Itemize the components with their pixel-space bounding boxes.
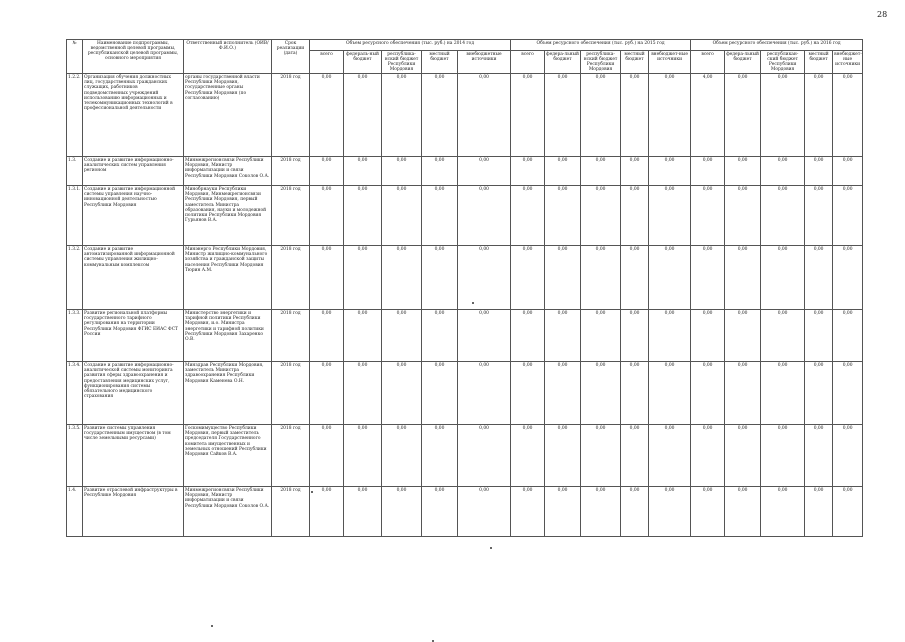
row-value: 0,00	[621, 186, 649, 246]
row-value: 0,00	[725, 157, 761, 186]
row-value: 0,00	[649, 487, 691, 537]
row-value: 0,00	[310, 310, 344, 362]
row-value: 0,00	[545, 362, 581, 425]
row-value: 0,00	[422, 425, 458, 487]
row-value: 0,00	[511, 246, 545, 310]
table-header	[67, 40, 863, 74]
scan-speck	[490, 547, 492, 549]
row-value: 0,00	[458, 310, 511, 362]
row-number: 1.3.	[67, 157, 83, 186]
row-term: 2018 год	[272, 425, 310, 487]
row-value: 0,00	[833, 157, 863, 186]
row-value: 0,00	[382, 487, 422, 537]
row-value: 0,00	[761, 186, 805, 246]
table-row	[67, 310, 863, 362]
scan-speck	[472, 302, 474, 304]
row-number: 1.2.2.	[67, 74, 83, 157]
row-value: 0,00	[344, 310, 382, 362]
row-value: 0,00	[649, 74, 691, 157]
row-value: 0,00	[344, 186, 382, 246]
row-value: 0,00	[649, 157, 691, 186]
row-value: 0,00	[725, 487, 761, 537]
row-value: 0,00	[621, 310, 649, 362]
row-value: 0,00	[805, 487, 833, 537]
row-value: 0,00	[833, 425, 863, 487]
row-value: 0,00	[382, 246, 422, 310]
row-name: Развитие отраслевой инфраструктуры в Республике Мордовия	[83, 487, 184, 537]
row-value: 0,00	[458, 425, 511, 487]
subheader-2015-0: всего	[511, 51, 545, 74]
row-term: 2018 год	[272, 74, 310, 157]
row-value: 0,00	[545, 246, 581, 310]
page-number: 28	[877, 10, 888, 19]
row-value: 0,00	[761, 246, 805, 310]
header-name: Наименование подпрограммы, ведомственной целевой программы, республиканской целевой программы, основного мероприятия	[83, 40, 184, 74]
subheader-2014-0: всего	[310, 51, 344, 74]
row-value: 0,00	[458, 487, 511, 537]
row-value: 0,00	[833, 487, 863, 537]
row-value: 0,00	[691, 157, 725, 186]
row-value: 0,00	[382, 186, 422, 246]
row-value: 0,00	[382, 310, 422, 362]
row-value: 0,00	[422, 362, 458, 425]
row-value: 0,00	[581, 186, 621, 246]
subheader-2016-2: республикан-ский бюджет Республики Мордовия	[761, 51, 805, 74]
row-value: 0,00	[725, 246, 761, 310]
row-value: 0,00	[511, 186, 545, 246]
row-value: 4,00	[691, 74, 725, 157]
row-value: 0,00	[382, 425, 422, 487]
row-value: 0,00	[649, 246, 691, 310]
row-value: 0,00	[344, 74, 382, 157]
row-executor: Минобрнауки Республики Мордовия, Минмежрегионсвязи Республики Мордовия, первый заместитель Министра образования, науки и молодежной политики Республики Мордовия Гурьянов В.А.	[184, 186, 272, 246]
subheader-2015-1: федера-льный бюджет	[545, 51, 581, 74]
header-executor: Ответственный исполнитель (ОИВ/Ф.И.О.)	[184, 40, 272, 74]
row-number: 1.3.3.	[67, 310, 83, 362]
row-value: 0,00	[833, 74, 863, 157]
row-value: 0,00	[310, 487, 344, 537]
row-value: 0,00	[458, 157, 511, 186]
row-value: 0,00	[310, 157, 344, 186]
row-value: 0,00	[344, 157, 382, 186]
row-value: 0,00	[649, 362, 691, 425]
row-value: 0,00	[545, 157, 581, 186]
subheader-2015-3: местный бюджет	[621, 51, 649, 74]
row-executor: Минэнерго Республики Мордовия, Министр жилищно-коммунального хозяйства и гражданской защиты населения Республики Мордовия Тюрин А.М.	[184, 246, 272, 310]
row-value: 0,00	[310, 246, 344, 310]
row-value: 0,00	[545, 310, 581, 362]
table-row	[67, 246, 863, 310]
row-value: 0,00	[621, 425, 649, 487]
row-value: 0,00	[310, 362, 344, 425]
row-value: 0,00	[621, 246, 649, 310]
row-value: 0,00	[725, 362, 761, 425]
subheader-2014-3: местный бюджет	[422, 51, 458, 74]
row-term: 2018 год	[272, 246, 310, 310]
row-value: 0,00	[691, 186, 725, 246]
row-value: 0,00	[511, 310, 545, 362]
row-value: 0,00	[545, 425, 581, 487]
row-executor: Минмежрегионсвязи Республики Мордовия, Министр информатизации и связи Республики Мордовия Соколов О.А.	[184, 157, 272, 186]
row-number: 1.3.5.	[67, 425, 83, 487]
table-row	[67, 186, 863, 246]
row-value: 0,00	[422, 487, 458, 537]
row-value: 0,00	[458, 186, 511, 246]
scan-speck	[211, 625, 213, 627]
subheader-2014-1: федераль-ный бюджет	[344, 51, 382, 74]
row-term: 2018 год	[272, 487, 310, 537]
row-value: 0,00	[422, 246, 458, 310]
row-value: 0,00	[805, 157, 833, 186]
row-value: 0,00	[833, 246, 863, 310]
row-name: Организация обучения должностных лиц, государственных гражданских служащих, работников подведомственных учреждений использованию информационных и телекоммуникационных технологий в профессиональной деятельности	[83, 74, 184, 157]
row-value: 0,00	[805, 186, 833, 246]
row-executor: Министерство энергетики и тарифной политики Республики Мордовия, и.о. Министра энергетики и тарифной политики Республики Мордовия Захаренко О.В.	[184, 310, 272, 362]
row-value: 0,00	[581, 362, 621, 425]
scan-speck	[311, 491, 313, 493]
row-value: 0,00	[310, 74, 344, 157]
row-value: 0,00	[422, 310, 458, 362]
row-value: 0,00	[310, 186, 344, 246]
row-value: 0,00	[621, 487, 649, 537]
subheader-2014-4: внебюджетные источники	[458, 51, 511, 74]
row-number: 1.4.	[67, 487, 83, 537]
row-value: 0,00	[382, 74, 422, 157]
row-value: 0,00	[511, 362, 545, 425]
row-value: 0,00	[581, 487, 621, 537]
row-value: 0,00	[511, 425, 545, 487]
header-no: №	[67, 40, 83, 74]
row-value: 0,00	[310, 425, 344, 487]
row-value: 0,00	[621, 74, 649, 157]
row-term: 2018 год	[272, 186, 310, 246]
header-group-2014: Объем ресурсного обеспечения (тыс. руб.) на 2014 год	[310, 40, 511, 51]
subheader-2015-4: внебюджет-ные источники	[649, 51, 691, 74]
header-term: Срок реализации (дата)	[272, 40, 310, 74]
row-value: 0,00	[725, 186, 761, 246]
row-value: 0,00	[691, 246, 725, 310]
row-value: 0,00	[761, 425, 805, 487]
row-value: 0,00	[458, 246, 511, 310]
row-value: 0,00	[649, 425, 691, 487]
row-value: 0,00	[805, 74, 833, 157]
row-value: 0,00	[621, 362, 649, 425]
subheader-2016-0: всего	[691, 51, 725, 74]
row-term: 2018 год	[272, 362, 310, 425]
header-group-2015: Объем ресурсного обеспечения (тыс. руб.) на 2015 год	[511, 40, 691, 51]
table-body	[67, 74, 863, 537]
row-value: 0,00	[581, 425, 621, 487]
row-value: 0,00	[761, 487, 805, 537]
row-value: 0,00	[511, 157, 545, 186]
header-group-2016: Объем ресурсного обеспечения (тыс. руб.) на 2016 год	[691, 40, 863, 51]
row-value: 0,00	[761, 157, 805, 186]
row-value: 0,00	[649, 186, 691, 246]
row-value: 0,00	[805, 362, 833, 425]
row-value: 0,00	[725, 74, 761, 157]
subheader-2016-1: федера-льный бюджет	[725, 51, 761, 74]
row-value: 0,00	[805, 246, 833, 310]
row-value: 0,00	[344, 425, 382, 487]
row-number: 1.3.4.	[67, 362, 83, 425]
scan-speck	[432, 640, 434, 642]
table-row	[67, 157, 863, 186]
row-name: Создание и развитие информационно-аналитических систем управления регионом	[83, 157, 184, 186]
subheader-2014-2: республика-нский бюджет Республики Мордовия	[382, 51, 422, 74]
row-name: Создание и развитие информационной системы управления научно-инновационной деятельностью Республики Мордовия	[83, 186, 184, 246]
row-value: 0,00	[691, 310, 725, 362]
row-value: 0,00	[761, 74, 805, 157]
row-value: 0,00	[805, 425, 833, 487]
row-value: 0,00	[344, 362, 382, 425]
resource-table	[66, 39, 863, 537]
row-value: 0,00	[422, 157, 458, 186]
row-name: Развитие системы управления государственным имуществом (в том числе земельными ресурсами)	[83, 425, 184, 487]
subheader-2015-2: республика-нский бюджет Республики Мордовия	[581, 51, 621, 74]
row-value: 0,00	[581, 157, 621, 186]
row-value: 0,00	[691, 487, 725, 537]
row-value: 0,00	[545, 74, 581, 157]
row-value: 0,00	[458, 362, 511, 425]
subheader-2016-3: местный бюджет	[805, 51, 833, 74]
row-value: 0,00	[458, 74, 511, 157]
row-number: 1.3.2.	[67, 246, 83, 310]
row-value: 0,00	[545, 487, 581, 537]
subheader-2016-4: внебюджет-ные источники	[833, 51, 863, 74]
row-value: 0,00	[691, 425, 725, 487]
row-name: Создание и развитие автоматизированной информационной системы управления жилищно-коммунальным комплексом	[83, 246, 184, 310]
row-value: 0,00	[761, 310, 805, 362]
row-value: 0,00	[805, 310, 833, 362]
row-value: 0,00	[761, 362, 805, 425]
row-value: 0,00	[581, 246, 621, 310]
row-value: 0,00	[649, 310, 691, 362]
row-term: 2018 год	[272, 157, 310, 186]
row-value: 0,00	[545, 186, 581, 246]
row-value: 0,00	[511, 74, 545, 157]
row-value: 0,00	[691, 362, 725, 425]
row-value: 0,00	[382, 157, 422, 186]
table-row	[67, 425, 863, 487]
row-value: 0,00	[511, 487, 545, 537]
row-value: 0,00	[833, 362, 863, 425]
row-executor: Минздрав Республики Мордовия, заместитель Министра здравоохранения Республики Мордовия Каменева О.Н.	[184, 362, 272, 425]
row-value: 0,00	[833, 186, 863, 246]
row-value: 0,00	[344, 246, 382, 310]
row-executor: органы государственной власти Республики Мордовия, государственные органы Республики Мордовия (по согласованию)	[184, 74, 272, 157]
row-value: 0,00	[344, 487, 382, 537]
row-value: 0,00	[382, 362, 422, 425]
row-value: 0,00	[581, 310, 621, 362]
row-name: Создание и развитие информационно-аналитической системы мониторинга развития сферы здравоохранения и предоставления медицинских услуг, функционирования системы обязательного медицинского страхования	[83, 362, 184, 425]
row-value: 0,00	[581, 74, 621, 157]
row-value: 0,00	[422, 74, 458, 157]
row-term: 2018 год	[272, 310, 310, 362]
row-executor: Минмежрегионсвязи Республики Мордовия, Министр информатизации и связи Республики Мордовия Соколов О.А.	[184, 487, 272, 537]
table-row	[67, 362, 863, 425]
row-number: 1.3.1.	[67, 186, 83, 246]
row-value: 0,00	[621, 157, 649, 186]
row-value: 0,00	[422, 186, 458, 246]
table-row	[67, 74, 863, 157]
row-value: 0,00	[833, 310, 863, 362]
row-value: 0,00	[725, 425, 761, 487]
table-row	[67, 487, 863, 537]
row-name: Развитие региональной платформы государственного тарифного регулирования на территории Республики Мордовия ФГИС ЕИАС ФСТ России	[83, 310, 184, 362]
row-executor: Госкомимущество Республики Мордовия, первый заместитель председателя Государственного комитета имущественных и земельных отношений Республики Мордовия Сайков В.А.	[184, 425, 272, 487]
row-value: 0,00	[725, 310, 761, 362]
